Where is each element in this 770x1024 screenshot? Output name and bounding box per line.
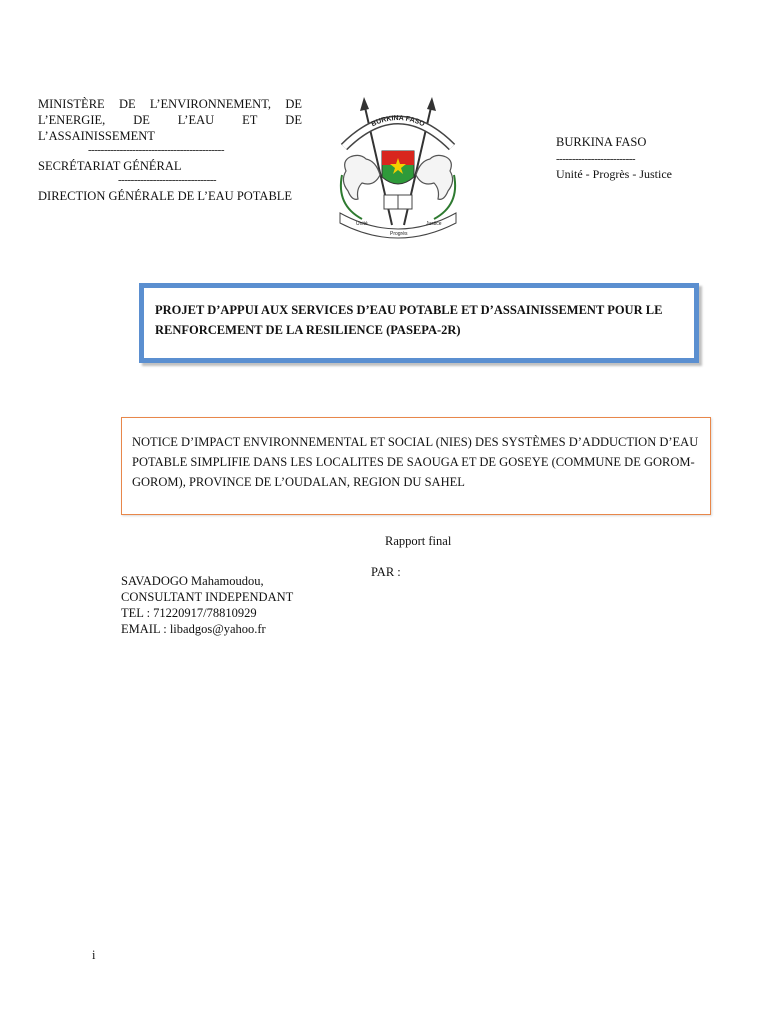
ministry-line-1 [38,96,302,112]
author-tel: TEL : 71220917/78810929 [121,606,257,620]
ministry-word: DE [285,97,302,111]
ministry-word: MINISTÈRE [38,97,105,111]
notice-title-box [121,417,711,515]
seal-ribbon-center: Progrès [390,231,408,237]
ministry-word: ET [242,113,258,127]
separator: ------------------------------- [118,174,217,186]
ministry-word: L’ENVIRONNEMENT, [149,97,272,111]
project-title-box [139,283,699,363]
project-title: PROJET D’APPUI AUX SERVICES D’EAU POTABLE ET D’ASSAINISSEMENT POUR LE RENFORCEMENT DE LA RESILIENCE (PASEPA-2R) [155,303,663,337]
ministry-word: DE [118,97,136,111]
national-motto: Unité - Progrès - Justice [556,167,672,181]
ministry-word: DE [133,113,150,127]
ministry-word: L’EAU [177,113,215,127]
notice-title: NOTICE D’IMPACT ENVIRONNEMENTAL ET SOCIAL (NIES) DES SYSTÈMES D’ADDUCTION D’EAU POTABLE SIMPLIFIE DANS LES LOCALITES DE SAOUGA ET DE GOSEYE (COMMUNE DE GOROM-GOROM), PROVINCE DE L’OUDALAN, REGION DU SAHEL [132,435,699,489]
ministry-word: L’ENERGIE, [38,113,106,127]
seal-banner-text: BURKINA FASO [370,114,426,129]
country-name: BURKINA FASO [556,135,647,149]
seal-ribbon-left: Unité [356,221,368,227]
secretariat: SECRÉTARIAT GÉNÉRAL [38,159,182,173]
author-name: SAVADOGO Mahamoudou, [121,574,264,588]
ministry-block [38,96,302,204]
author-email: EMAIL : libadgos@yahoo.fr [121,622,266,636]
separator: ------------------------------------------- [88,144,225,156]
ministry-word: DE [285,113,302,127]
page-number: i [92,948,96,962]
by-label: PAR : [371,565,401,579]
direction: DIRECTION GÉNÉRALE DE L’EAU POTABLE [38,189,293,203]
report-type: Rapport final [385,534,452,548]
seal-ribbon-right: Justice [426,221,442,227]
ministry-line-2 [38,112,302,128]
country-block [556,134,672,182]
author-block [121,573,293,637]
author-role: CONSULTANT INDEPENDANT [121,590,294,604]
ministry-line-3: L’ASSAINISSEMENT [38,129,155,143]
coat-of-arms-icon [322,95,474,245]
separator: ------------------------- [556,153,636,165]
